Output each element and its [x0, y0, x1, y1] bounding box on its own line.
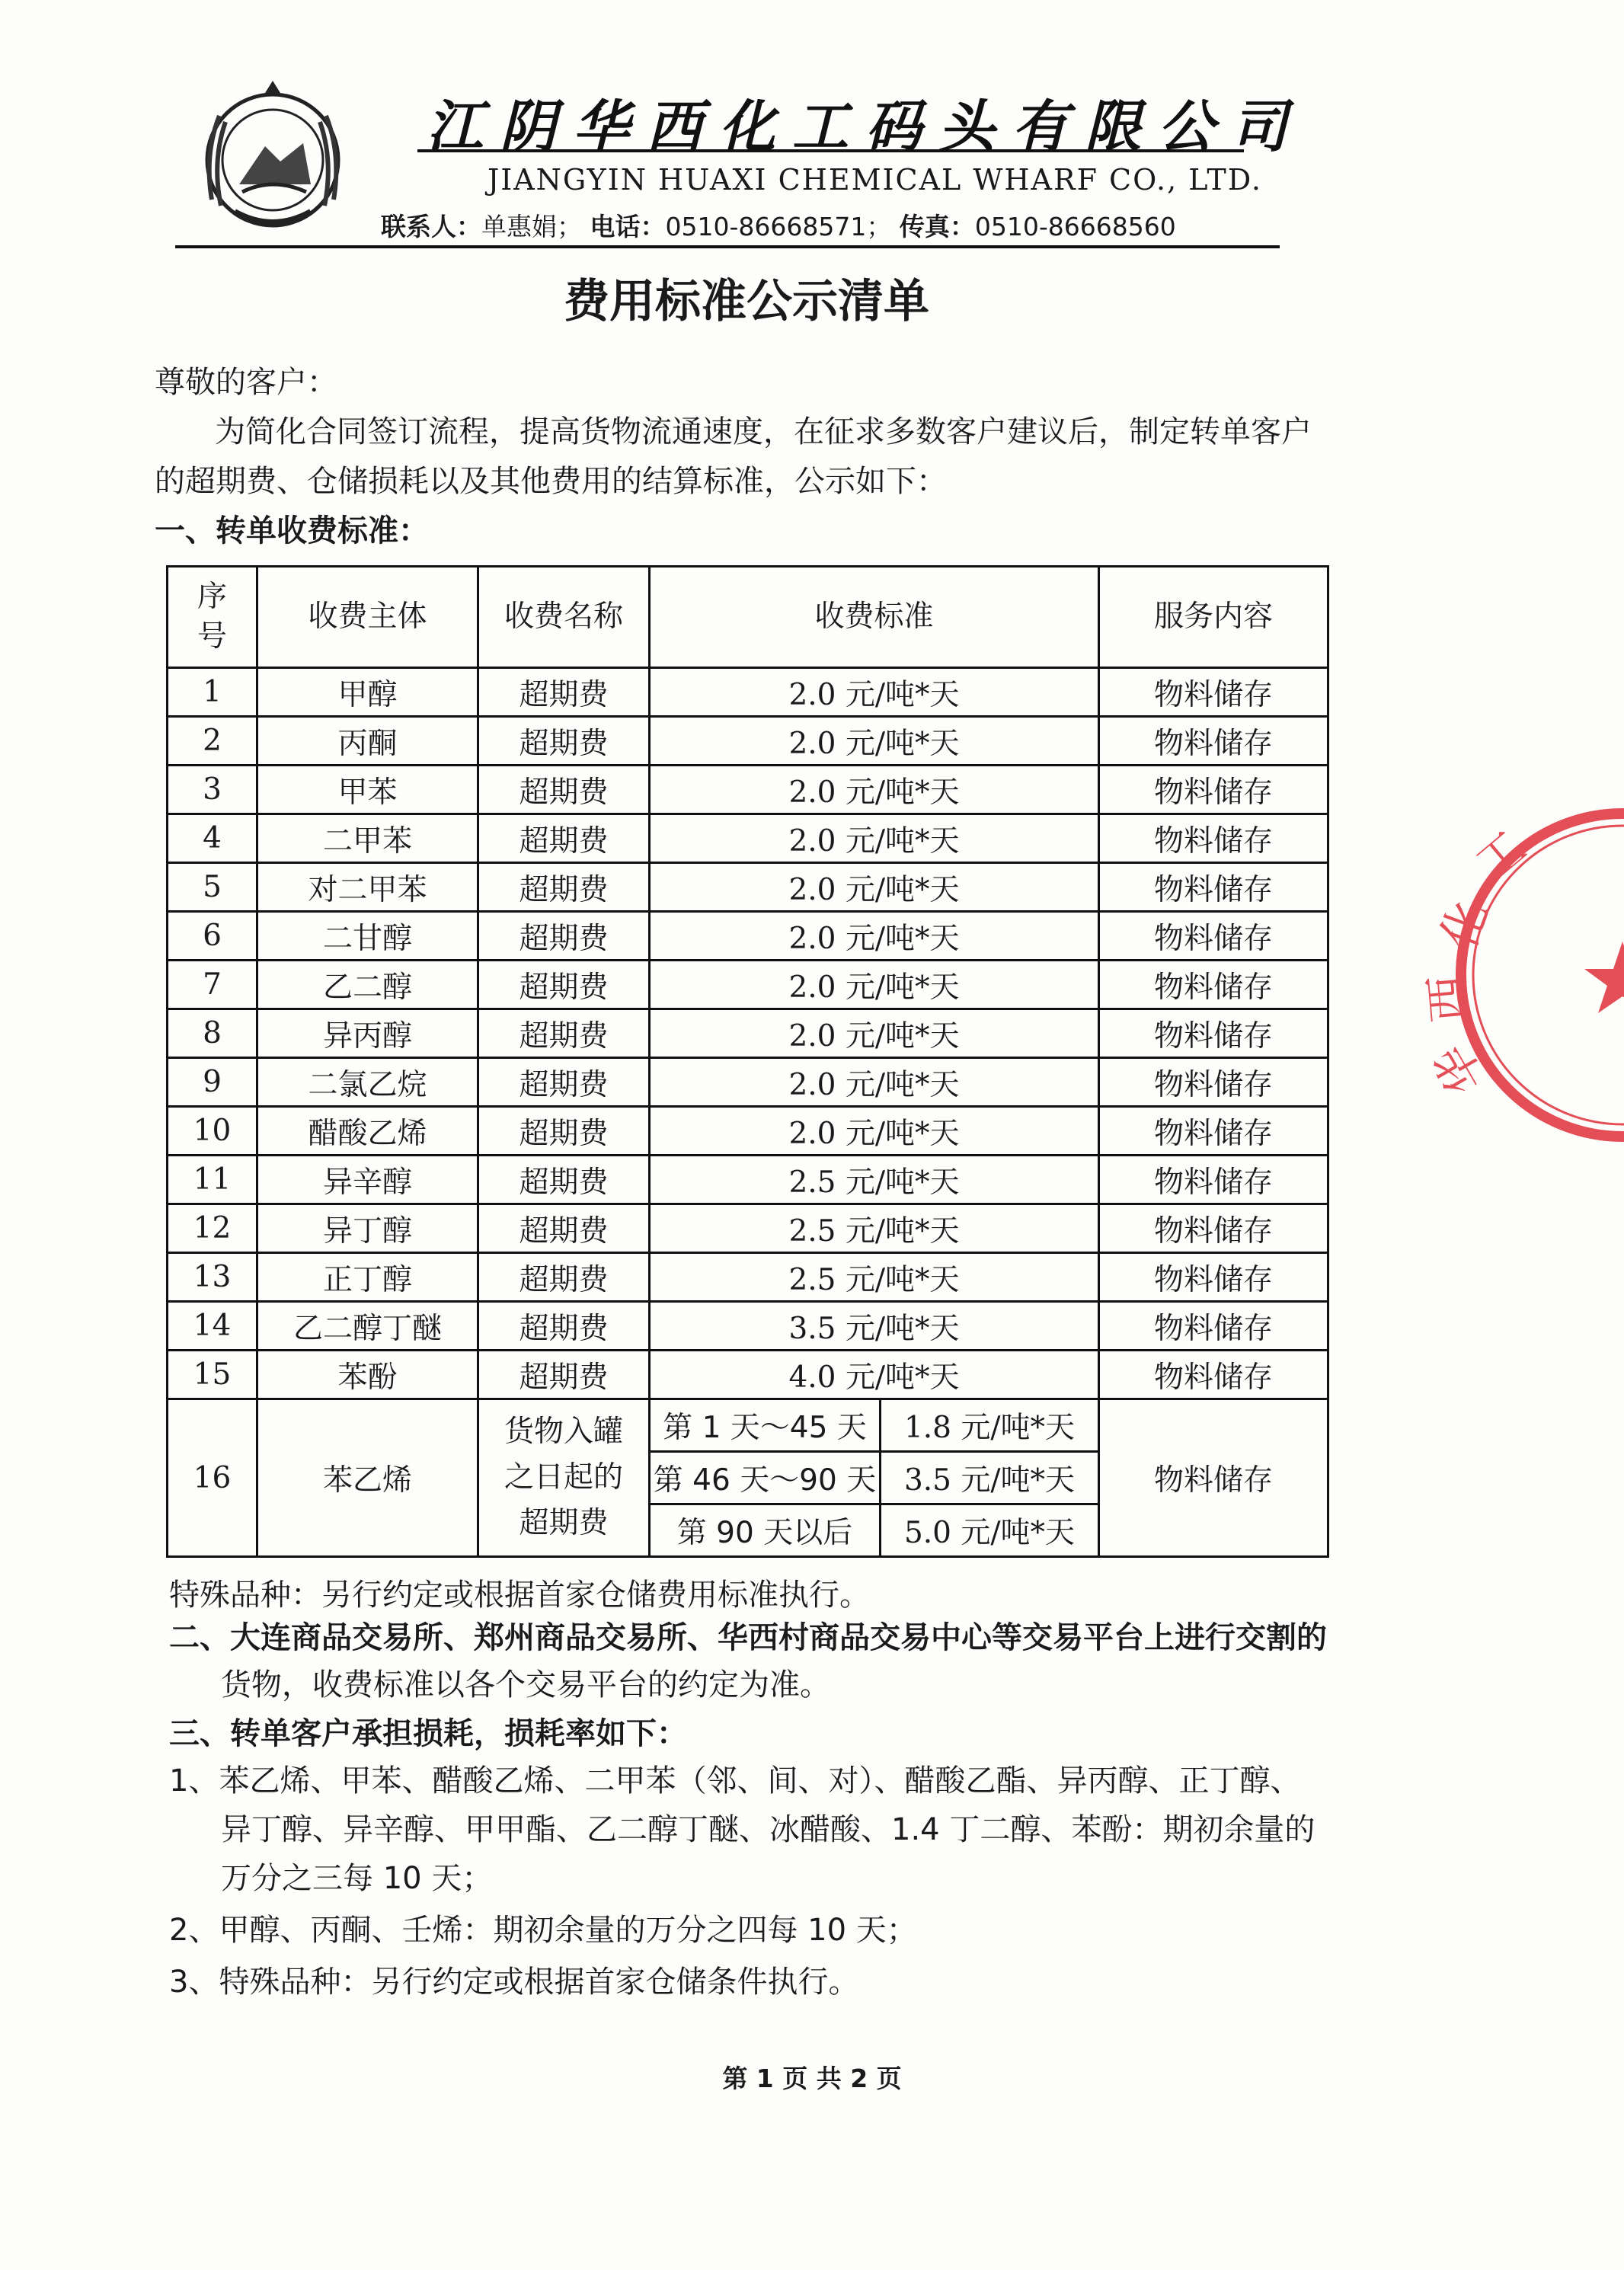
cell-no: 6: [168, 912, 257, 961]
cell-name: 货物入罐 之日起的 超期费: [478, 1399, 650, 1557]
loss-item-3: 3、特殊品种：另行约定或根据首家仓储条件执行。: [169, 1965, 859, 2000]
header-no: 序 号: [168, 567, 257, 668]
cell-no: 12: [168, 1204, 257, 1253]
fax-number: 0510-86668560: [974, 212, 1176, 241]
header-standard: 收费标准: [650, 567, 1099, 668]
cell-subject: 异丁醇: [257, 1204, 478, 1253]
tier-rate: 1.8 元/吨*天: [903, 1411, 1076, 1445]
header-rule-bottom: [175, 245, 1280, 248]
cell-no: 10: [168, 1107, 257, 1156]
cell-no: 14: [168, 1302, 257, 1351]
header-subject: 收费主体: [257, 567, 478, 668]
cell-no: 1: [168, 668, 257, 717]
cell-subject: 异辛醇: [257, 1156, 478, 1204]
section2-line-2: 货物，收费标准以各个交易平台的约定为准。: [221, 1667, 830, 1702]
table-row: [168, 1058, 1328, 1107]
cell-subject: 醋酸乙烯: [257, 1107, 478, 1156]
fax-label: 传真：: [899, 212, 975, 241]
cell-subject: 乙二醇丁醚: [257, 1302, 478, 1351]
svg-text:华: 华: [1423, 1034, 1495, 1104]
page-footer: 第 1 页 共 2 页: [722, 2064, 902, 2093]
table-header-row: [168, 567, 1328, 668]
cell-service: 物料储存: [1099, 1204, 1328, 1253]
company-emblem-icon: [189, 70, 356, 245]
tier-rate: 3.5 元/吨*天: [903, 1463, 1076, 1498]
cell-service: 物料储存: [1099, 766, 1328, 814]
table-row: [168, 1107, 1328, 1156]
cell-no: 13: [168, 1253, 257, 1302]
cell-name: 超期费: [478, 1107, 650, 1156]
company-name-cn: 江阴华西化工码头有限公司: [427, 94, 1304, 160]
cell-subject: 丙酮: [257, 717, 478, 766]
cell-standard: 2.5 元/吨*天: [650, 1156, 1099, 1204]
cell-subject: 乙二醇: [257, 961, 478, 1009]
cell-standard: 2.0 元/吨*天: [650, 961, 1099, 1009]
cell-standard: 2.5 元/吨*天: [650, 1204, 1099, 1253]
table-row: [168, 1302, 1328, 1351]
cell-name: 超期费: [478, 1302, 650, 1351]
contact-name: 单惠娟；: [481, 212, 582, 241]
cell-standard: 2.0 元/吨*天: [650, 1107, 1099, 1156]
phone-label: 电话：: [590, 212, 666, 241]
cell-standard: 2.0 元/吨*天: [650, 717, 1099, 766]
cell-standard: 2.0 元/吨*天: [650, 1058, 1099, 1107]
section2-line-1: 二、大连商品交易所、郑州商品交易所、华西村商品交易中心等交易平台上进行交割的: [169, 1620, 1327, 1655]
cell-subject: 对二甲苯: [257, 863, 478, 912]
cell-subject: 苯酚: [257, 1351, 478, 1399]
phone-number: 0510-86668571；: [665, 212, 892, 241]
cell-no: 4: [168, 814, 257, 863]
cell-standard: 2.5 元/吨*天: [650, 1253, 1099, 1302]
tier-period: 第 90 天以后: [651, 1505, 881, 1555]
table-row: [168, 1156, 1328, 1204]
cell-service: 物料储存: [1099, 668, 1328, 717]
contact-label: 联系人：: [381, 212, 481, 241]
cell-subject: 正丁醇: [257, 1253, 478, 1302]
cell-service: 物料储存: [1099, 1351, 1328, 1399]
cell-service: 物料储存: [1099, 1253, 1328, 1302]
cell-service: 物料储存: [1099, 1009, 1328, 1058]
header-service: 服务内容: [1099, 567, 1328, 668]
svg-text:工: 工: [1464, 819, 1537, 893]
cell-name: 超期费: [478, 1204, 650, 1253]
company-name-en: JIANGYIN HUAXI CHEMICAL WHARF CO., LTD.: [488, 163, 1262, 197]
svg-text:西: 西: [1418, 972, 1479, 1025]
cell-subject: 苯乙烯: [257, 1399, 478, 1557]
table-row: [168, 863, 1328, 912]
cell-service: 物料储存: [1099, 814, 1328, 863]
cell-standard-tier: [650, 1452, 1099, 1504]
cell-service: 物料储存: [1099, 912, 1328, 961]
table-row: [168, 814, 1328, 863]
cell-service: 物料储存: [1099, 717, 1328, 766]
intro-line-1: 为简化合同签订流程，提高货物流通速度，在征求多数客户建议后，制定转单客户: [215, 414, 1312, 449]
table-row: [168, 1009, 1328, 1058]
cell-standard-tier: [650, 1504, 1099, 1557]
header-name: 收费名称: [478, 567, 650, 668]
table-row: [168, 1253, 1328, 1302]
table-row: [168, 668, 1328, 717]
cell-standard: 2.0 元/吨*天: [650, 766, 1099, 814]
cell-name: 超期费: [478, 1058, 650, 1107]
cell-subject: 二甘醇: [257, 912, 478, 961]
cell-no: 3: [168, 766, 257, 814]
loss-item-2: 2、甲醇、丙酮、壬烯：期初余量的万分之四每 10 天；: [169, 1913, 917, 1948]
cell-standard: 2.0 元/吨*天: [650, 863, 1099, 912]
header-rule: [417, 149, 1244, 152]
cell-no: 11: [168, 1156, 257, 1204]
tier-rate: 5.0 元/吨*天: [903, 1516, 1076, 1550]
greeting: 尊敬的客户：: [155, 365, 337, 400]
tier-period: 第 46 天～90 天: [651, 1453, 881, 1503]
cell-standard: 3.5 元/吨*天: [650, 1302, 1099, 1351]
section1-title: 一、转单收费标准：: [155, 513, 429, 548]
cell-subject: 二甲苯: [257, 814, 478, 863]
cell-no: 9: [168, 1058, 257, 1107]
cell-no: 15: [168, 1351, 257, 1399]
cell-name: 超期费: [478, 814, 650, 863]
cell-name: 超期费: [478, 912, 650, 961]
cell-subject: 甲苯: [257, 766, 478, 814]
cell-no: 2: [168, 717, 257, 766]
cell-name: 超期费: [478, 766, 650, 814]
cell-subject: 甲醇: [257, 668, 478, 717]
tier-period: 第 1 天～45 天: [651, 1400, 881, 1450]
special-note: 特殊品种：另行约定或根据首家仓储费用标准执行。: [169, 1578, 870, 1613]
cell-no: 5: [168, 863, 257, 912]
cell-standard: 2.0 元/吨*天: [650, 668, 1099, 717]
cell-no: 8: [168, 1009, 257, 1058]
cell-service: 物料储存: [1099, 1156, 1328, 1204]
loss-item-1-line-1: 1、苯乙烯、甲苯、醋酸乙烯、二甲苯（邻、间、对）、醋酸乙酯、异丙醇、正丁醇、: [169, 1763, 1301, 1798]
table-row: [168, 717, 1328, 766]
table-row: [168, 1399, 1328, 1452]
cell-standard: 4.0 元/吨*天: [650, 1351, 1099, 1399]
cell-service: 物料储存: [1099, 1302, 1328, 1351]
table-row: [168, 961, 1328, 1009]
cell-name: 超期费: [478, 668, 650, 717]
cell-subject: 二氯乙烷: [257, 1058, 478, 1107]
cell-service: 物料储存: [1099, 1399, 1328, 1557]
cell-subject: 异丙醇: [257, 1009, 478, 1058]
cell-standard-tier: [650, 1399, 1099, 1452]
cell-standard: 2.0 元/吨*天: [650, 1009, 1099, 1058]
cell-name: 超期费: [478, 717, 650, 766]
cell-name: 超期费: [478, 1253, 650, 1302]
cell-standard: 2.0 元/吨*天: [650, 814, 1099, 863]
contact-line: [381, 207, 1280, 243]
fee-rows: [168, 668, 1328, 1399]
svg-text:化: 化: [1430, 892, 1499, 957]
cell-name: 超期费: [478, 1009, 650, 1058]
document-title: 费用标准公示清单: [564, 275, 929, 328]
cell-no: 16: [168, 1399, 257, 1557]
table-row: [168, 912, 1328, 961]
cell-name: 超期费: [478, 961, 650, 1009]
cell-no: 7: [168, 961, 257, 1009]
cell-name: 超期费: [478, 1156, 650, 1204]
intro-line-2: 的超期费、仓储损耗以及其他费用的结算标准，公示如下：: [155, 464, 947, 499]
fee-table: [166, 565, 1329, 1558]
cell-name: 超期费: [478, 863, 650, 912]
cell-service: 物料储存: [1099, 863, 1328, 912]
cell-service: 物料储存: [1099, 1058, 1328, 1107]
section3-title: 三、转单客户承担损耗，损耗率如下：: [169, 1716, 687, 1751]
table-row: [168, 766, 1328, 814]
cell-service: 物料储存: [1099, 1107, 1328, 1156]
table-row: [168, 1351, 1328, 1399]
cell-standard: 2.0 元/吨*天: [650, 912, 1099, 961]
company-seal-stamp: [1418, 792, 1624, 1158]
loss-item-1-line-2: 异丁醇、异辛醇、甲甲酯、乙二醇丁醚、冰醋酸、1.4 丁二醇、苯酚：期初余量的: [221, 1812, 1316, 1847]
loss-item-1-line-3: 万分之三每 10 天；: [221, 1861, 493, 1896]
cell-service: 物料储存: [1099, 961, 1328, 1009]
cell-name: 超期费: [478, 1351, 650, 1399]
table-row: [168, 1204, 1328, 1253]
